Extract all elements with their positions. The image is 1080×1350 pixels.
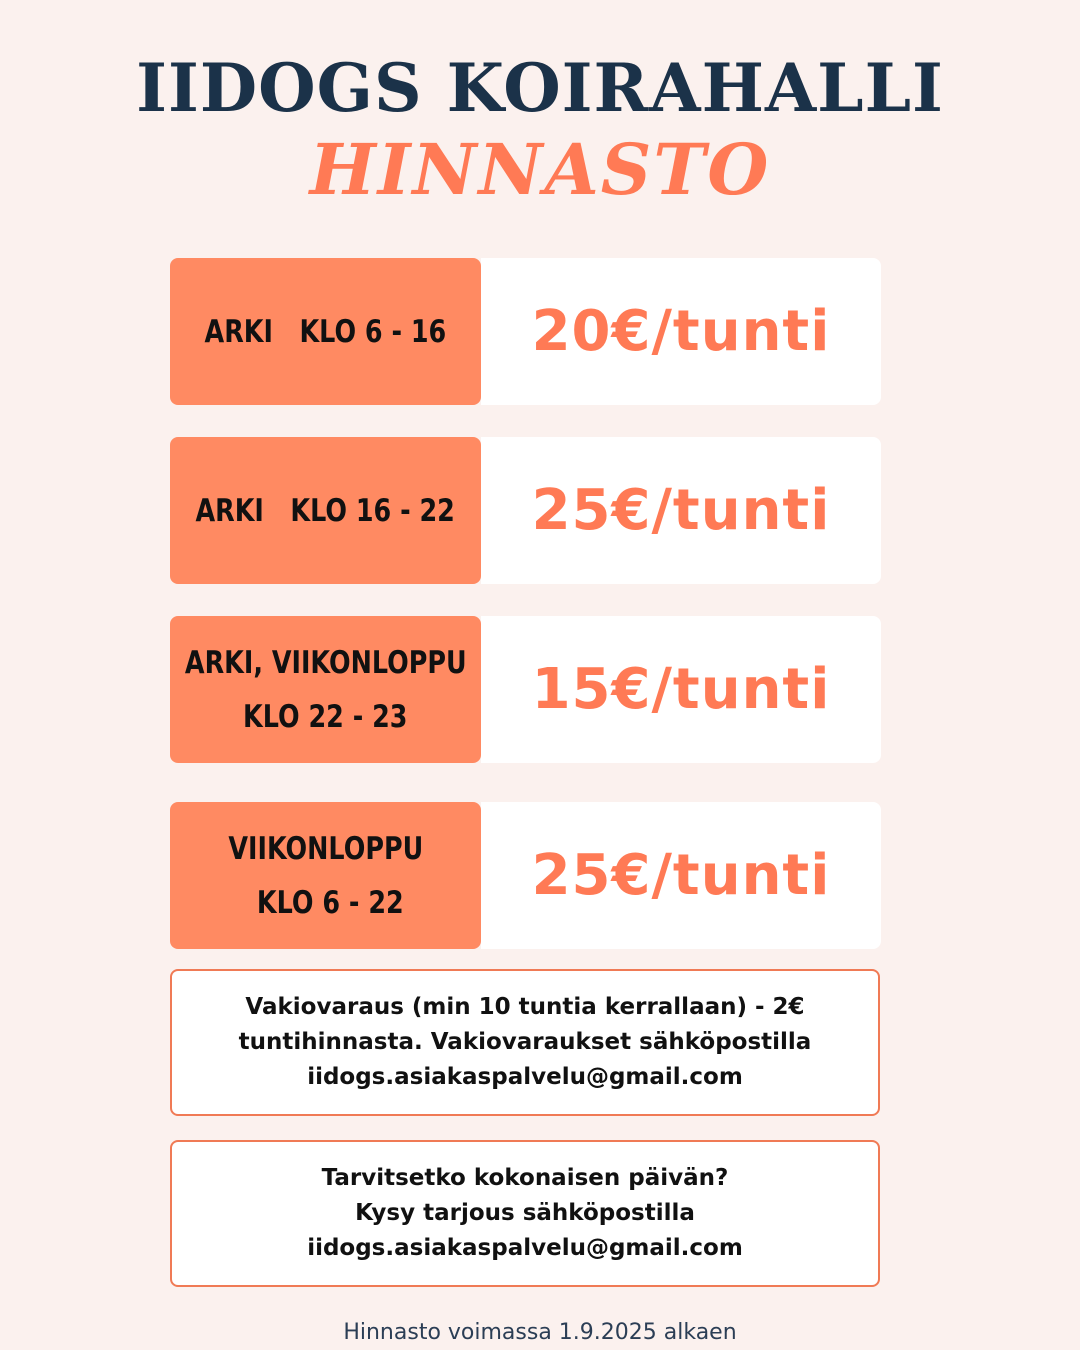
price-row-late bbox=[170, 616, 881, 763]
price-value-text: 25€/tunti bbox=[531, 843, 831, 908]
info-box-line: Vakiovaraus (min 10 tuntia kerrallaan) - 2€ bbox=[245, 994, 805, 1020]
price-row-value bbox=[481, 616, 881, 763]
price-value-text: 15€/tunti bbox=[531, 657, 831, 722]
price-value-text: 25€/tunti bbox=[531, 478, 831, 543]
info-box-email: iidogs.asiakaspalvelu@gmail.com bbox=[307, 1064, 743, 1090]
validity-footer: Hinnasto voimassa 1.9.2025 alkaen bbox=[343, 1320, 737, 1345]
price-row-label bbox=[170, 616, 481, 763]
price-row-label bbox=[170, 802, 481, 949]
info-box-email: iidogs.asiakaspalvelu@gmail.com bbox=[307, 1235, 743, 1261]
price-row-label-line: KLO 22 - 23 bbox=[243, 698, 408, 735]
price-row-weekday-day bbox=[170, 258, 881, 405]
price-row-value bbox=[481, 802, 881, 949]
price-row-label bbox=[170, 437, 481, 584]
price-row-value bbox=[481, 437, 881, 584]
price-row-label-line: ARKI KLO 6 - 16 bbox=[204, 313, 447, 350]
info-box-full-day bbox=[170, 1140, 880, 1287]
info-box-line: tuntihinnasta. Vakiovaraukset sähköpostilla bbox=[238, 1029, 812, 1055]
price-row-label-line: KLO 6 - 22 bbox=[247, 884, 404, 921]
price-row-label-line: ARKI KLO 16 - 22 bbox=[195, 492, 456, 529]
price-row-label bbox=[170, 258, 481, 405]
info-box-line: Tarvitsetko kokonaisen päivän? bbox=[321, 1165, 729, 1191]
info-box-line: Kysy tarjous sähköpostilla bbox=[355, 1200, 695, 1226]
price-row-label-line: VIIKONLOPPU bbox=[228, 830, 423, 867]
page-subtitle: HINNASTO bbox=[309, 128, 771, 211]
price-value-text: 20€/tunti bbox=[531, 299, 831, 364]
price-row-weekday-evening bbox=[170, 437, 881, 584]
price-row-value bbox=[481, 258, 881, 405]
info-box-regular-booking bbox=[170, 969, 880, 1116]
price-row-weekend bbox=[170, 802, 881, 949]
page-title: IIDOGS KOIRAHALLI bbox=[136, 49, 944, 127]
price-row-label-line: ARKI, VIIKONLOPPU bbox=[184, 644, 467, 681]
